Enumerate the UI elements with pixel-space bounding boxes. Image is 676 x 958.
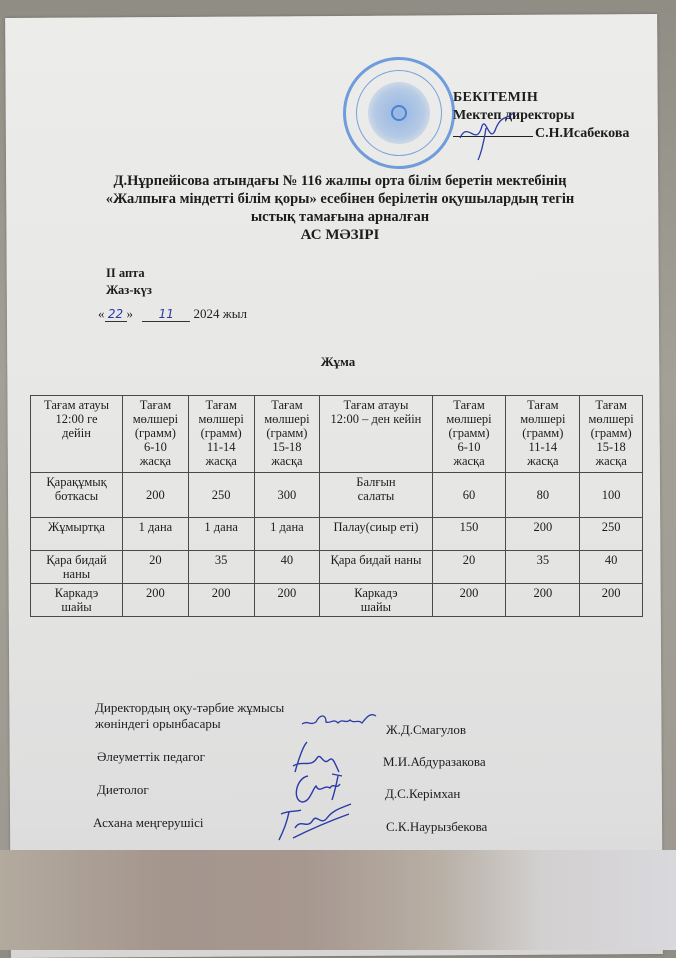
signatory-name: М.И.Абдуразакова [383, 754, 486, 769]
background-blur [0, 850, 676, 950]
dish-name-cell: Каркадэ шайы [31, 584, 123, 617]
dish-name-cell: Қара бидай наны [31, 551, 123, 584]
header-cell: Тағам мөлшері (грамм) 11-14 жасқа [506, 396, 580, 473]
amount-cell: 1 дана [188, 518, 254, 551]
header-line-2: «Жалпыға міндетті білім қоры» есебінен берілетін оқушылардың тегін [105, 191, 575, 207]
date-day: 22 [105, 307, 127, 322]
dish-name-cell: Қарақұмық боткасы [31, 473, 123, 518]
amount-cell: 200 [506, 584, 580, 617]
signatory-position: Директордың оқу-тәрбие жұмысы жөніндегі орынбасары [95, 700, 285, 731]
amount-cell: 200 [254, 584, 320, 617]
amount-cell: 200 [188, 584, 254, 617]
dish-name-cell: Палау(сиыр еті) [320, 518, 432, 551]
signatory-name: Ж.Д.Смагулов [386, 722, 466, 737]
table-row [31, 584, 643, 617]
header-cell: Тағам атауы 12:00 ге дейін [31, 396, 123, 473]
signatory-name: Д.С.Керімхан [385, 786, 461, 801]
amount-cell: 80 [506, 473, 580, 518]
day-of-week: Жұма [320, 354, 356, 369]
amount-cell: 250 [580, 518, 643, 551]
amount-cell: 1 дана [123, 518, 189, 551]
amount-cell: 60 [432, 473, 506, 518]
menu-title: АС МӘЗІРІ [300, 227, 380, 243]
stamp-center-icon [391, 105, 407, 121]
date-close-quote: » [126, 306, 133, 321]
official-stamp [343, 57, 455, 169]
approval-name: С.Н.Исабекова [535, 126, 630, 141]
amount-cell: 1 дана [254, 518, 320, 551]
amount-cell: 200 [123, 473, 189, 518]
dish-name-cell: Каркадэ шайы [320, 584, 432, 617]
header-cell: Тағам мөлшері (грамм) 11-14 жасқа [188, 396, 254, 473]
signatory-position: Әлеуметтік педагог [97, 749, 205, 764]
amount-cell: 40 [254, 551, 320, 584]
signatory-position: Диетолог [97, 782, 149, 797]
amount-cell: 300 [254, 473, 320, 518]
amount-cell: 100 [580, 473, 643, 518]
week-label: II апта [106, 266, 145, 280]
table-row [31, 518, 643, 551]
date-line [98, 306, 247, 322]
amount-cell: 200 [580, 584, 643, 617]
header-cell: Тағам мөлшері (грамм) 15-18 жасқа [254, 396, 320, 473]
dish-name-cell: Жұмыртқа [31, 518, 123, 551]
approval-title: БЕКІТЕМІН [453, 90, 539, 105]
header-line-3: ыстық тамағына арналған [250, 209, 430, 225]
amount-cell: 35 [188, 551, 254, 584]
header-cell: Тағам мөлшері (грамм) 6-10 жасқа [432, 396, 506, 473]
table-header-row [31, 396, 643, 473]
date-month: 11 [142, 307, 190, 322]
amount-cell: 35 [506, 551, 580, 584]
approval-position: Мектеп директоры [453, 108, 575, 123]
header-line-1: Д.Нұрпейісова атындағы № 116 жалпы орта білім беретін мектебінің [113, 173, 567, 189]
amount-cell: 150 [432, 518, 506, 551]
signature-1-icon [300, 710, 380, 732]
meta-block [106, 265, 152, 299]
amount-cell: 200 [432, 584, 506, 617]
header-cell: Тағам атауы 12:00 – ден кейін [320, 396, 432, 473]
table-row [31, 473, 643, 518]
header-cell: Тағам мөлшері (грамм) 6-10 жасқа [123, 396, 189, 473]
menu-table [30, 395, 643, 617]
dish-name-cell: Қара бидай наны [320, 551, 432, 584]
director-signature-icon [456, 108, 516, 163]
document-header [80, 172, 600, 244]
amount-cell: 200 [506, 518, 580, 551]
amount-cell: 250 [188, 473, 254, 518]
amount-cell: 200 [123, 584, 189, 617]
amount-cell: 20 [123, 551, 189, 584]
amount-cell: 40 [580, 551, 643, 584]
signature-4-icon [275, 800, 355, 846]
dish-name-cell: Балғын салаты [320, 473, 432, 518]
season-label: Жаз-күз [106, 283, 152, 297]
header-cell: Тағам мөлшері (грамм) 15-18 жасқа [580, 396, 643, 473]
amount-cell: 20 [432, 551, 506, 584]
signatory-position: Асхана меңгерушісі [93, 815, 204, 830]
date-open-quote: « [98, 306, 105, 321]
date-suffix: жыл [222, 306, 247, 321]
signatory-name: С.К.Наурызбекова [386, 819, 488, 834]
date-year: 2024 [193, 306, 220, 321]
table-row [31, 551, 643, 584]
